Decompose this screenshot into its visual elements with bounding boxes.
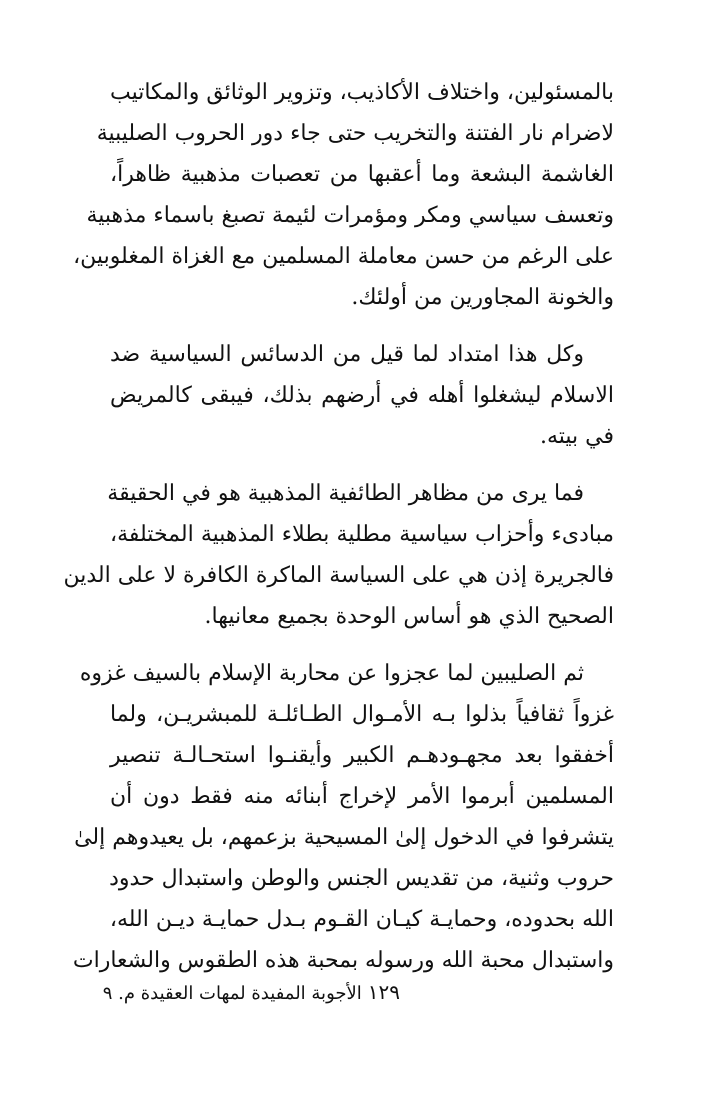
text-line: أخفقوا بعد مجهـودهـم الكبير وأيقنـوا استحـالـة تنصير [110, 743, 614, 768]
body-text [63, 72, 614, 981]
text-line: واستبدال محبة الله ورسوله بمحبة هذه الطقوس والشعارات [72, 948, 614, 973]
text-line: في بيته. [539, 424, 614, 449]
paragraph-4 [72, 653, 614, 981]
text-line: المسلمين أبرموا الأمر لإخراج أبنائه منه فقط دون أن [110, 784, 614, 809]
text-line: بالمسئولين، واختلاف الأكاذيب، وتزوير الوثائق والمكاتيب [109, 80, 614, 105]
text-line: الغاشمة البشعة وما أعقبها من تعصبات مذهبية ظاهراً، [110, 162, 614, 187]
text-line: الله بحدوده، وحمايـة كيـان القـوم بـدل حمايـة ديـن الله، [109, 907, 614, 932]
paragraph-2 [110, 334, 614, 457]
text-line: الاسلام ليشغلوا أهله في أرضهم بذلك، فيبقى كالمريض [110, 383, 614, 408]
page-number: ١٢٩ [367, 980, 400, 1004]
text-line: فالجريرة إذن هي على السياسة الماكرة الكافرة لا على الدين [63, 563, 614, 588]
text-line: حروب وثنية، من تقديس الجنس والوطن واستبدال حدود [109, 866, 614, 891]
text-line: وكل هذا امتداد لما قيل من الدسائس السياسية ضد [110, 342, 584, 367]
book-title: الأجوبة المفيدة لمهات العقيدة م. ٩ [102, 983, 362, 1004]
text-line: غزواً ثقافياً بذلوا بـه الأمـوال الطـائلـة للمبشريـن، ولما [110, 702, 614, 727]
text-line: الصحيح الذي هو أساس الوحدة بجميع معانيها. [204, 604, 614, 629]
text-line: وتعسف سياسي ومكر ومؤمرات لئيمة تصبغ باسماء مذهبية [86, 203, 614, 228]
text-line: والخونة المجاورين من أولئك. [351, 285, 614, 310]
text-line: على الرغم من حسن معاملة المسلمين مع الغزاة المغلوبين، [73, 244, 614, 269]
paragraph-1 [73, 72, 614, 318]
text-line: يتشرفوا في الدخول إلىٰ المسيحية بزعمهم، بل يعيدوهم إلىٰ [74, 825, 614, 850]
text-line: فما يرى من مظاهر الطائفية المذهبية هو في الحقيقة [107, 481, 584, 506]
text-line: لاضرام نار الفتنة والتخريب حتى جاء دور الحروب الصليبية [96, 121, 614, 146]
paragraph-3 [63, 473, 614, 637]
page-footer [103, 980, 400, 1004]
text-line: ثم الصليبين لما عجزوا عن محاربة الإسلام بالسيف غزوه [79, 661, 584, 686]
text-line: مبادىء وأحزاب سياسية مطلية بطلاء المذهبية المختلفة، [110, 522, 614, 547]
